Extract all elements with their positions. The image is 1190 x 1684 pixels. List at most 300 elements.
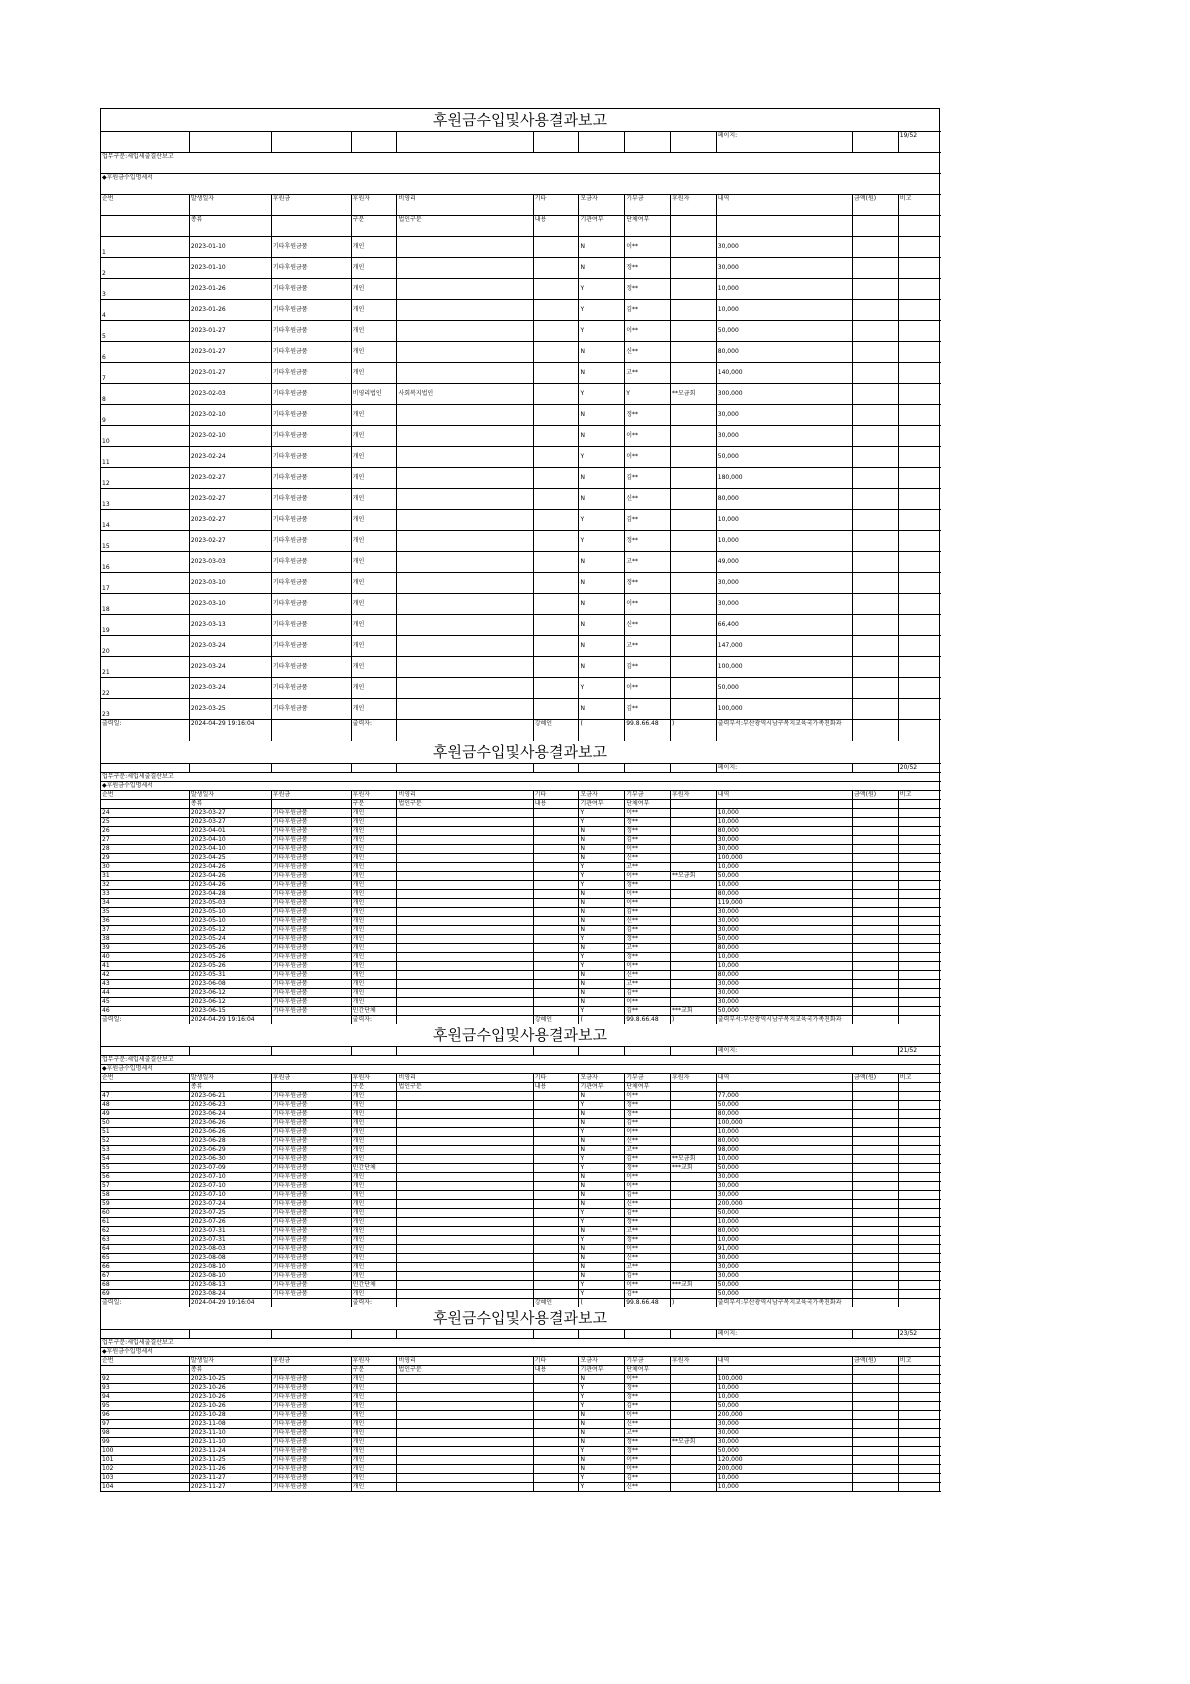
table-row-cell (671, 237, 717, 258)
table-row (101, 300, 941, 321)
table-row-cell: 정** (625, 279, 671, 300)
table-row-cell: 개인 (351, 1226, 397, 1235)
table-row-cell: 기타후원금품 (271, 237, 351, 258)
table-row-cell (898, 1262, 941, 1271)
table-header-row-cell: 비영리 (397, 1073, 533, 1082)
table-row-cell (397, 531, 533, 552)
table-row-cell (898, 1006, 941, 1015)
table-row-cell (898, 1473, 941, 1482)
table-header-row-cell: 비영리 (397, 1356, 533, 1365)
table-row-cell: 2023-06-29 (189, 1145, 271, 1154)
table-row-cell (671, 835, 717, 844)
section-heading-cell (533, 1347, 579, 1356)
table-row-cell: 2023-11-10 (189, 1437, 271, 1446)
table-row (101, 844, 941, 853)
print-footer-row-cell (853, 1015, 899, 1024)
table-header-row-cell: 비고 (898, 1356, 941, 1365)
table-row-cell: 4 (101, 300, 189, 321)
section-heading-cell (898, 781, 941, 790)
table-row-cell (533, 1136, 579, 1145)
table-row-cell: Y (579, 880, 625, 889)
table-header-subrow (101, 1082, 941, 1091)
table-row-cell: 2023-10-26 (189, 1401, 271, 1410)
table-row-cell: N (579, 363, 625, 384)
table-row-cell: 민간단체 (351, 1163, 397, 1172)
table-row-cell: 개인 (351, 808, 397, 817)
page-number: 23/52 (898, 1329, 941, 1338)
table-header-subrow-cell: 내용 (533, 799, 579, 808)
section-business-type-cell (579, 1055, 625, 1064)
table-row (101, 1172, 941, 1181)
table-row-cell (397, 1226, 533, 1235)
table-row-cell (397, 1464, 533, 1473)
table-header-row-cell: 기타 (533, 1356, 579, 1365)
table-row-cell: 기타후원금품 (271, 1473, 351, 1482)
table-row-cell: 44 (101, 988, 189, 997)
table-row-cell: 개인 (351, 1208, 397, 1217)
table-row-cell: 50 (101, 1118, 189, 1127)
section-business-type-cell (351, 772, 397, 781)
table-row-cell: 2023-08-10 (189, 1271, 271, 1280)
table-row (101, 1100, 941, 1109)
table-row-cell: Y (579, 447, 625, 468)
table-row-cell: 기타후원금품 (271, 300, 351, 321)
table-row-cell: 신** (625, 1482, 671, 1491)
table-row-cell: 30,000 (716, 988, 852, 997)
table-header-subrow-cell: 구분 (351, 1365, 397, 1374)
table-row-cell (898, 300, 941, 321)
table-row-cell: 기타후원금품 (271, 925, 351, 934)
table-row-cell: 52 (101, 1136, 189, 1145)
table-row-cell: 30,000 (716, 916, 852, 925)
table-row-cell: N (579, 988, 625, 997)
table-row-cell (898, 615, 941, 636)
table-row-cell (397, 1244, 533, 1253)
section-heading-cell (397, 781, 533, 790)
table-row-cell: 정** (625, 1163, 671, 1172)
table-row-cell: 2023-03-27 (189, 808, 271, 817)
section-heading-cell (533, 781, 579, 790)
page-info-row (101, 1046, 941, 1055)
table-row-cell: 신** (625, 1419, 671, 1428)
table-row-cell: 기타후원금품 (271, 384, 351, 405)
table-row-cell: N (579, 405, 625, 426)
table-row-cell: 김** (625, 1208, 671, 1217)
section-heading-cell (671, 1347, 717, 1356)
section-heading (101, 174, 941, 195)
table-row-cell (533, 1199, 579, 1208)
print-footer-row-cell: ) (671, 1015, 717, 1024)
table-row-cell: 김** (625, 510, 671, 531)
table-row-cell: 이** (625, 1374, 671, 1383)
table-row-cell (853, 1455, 899, 1464)
table-row-cell: N (579, 552, 625, 573)
table-row-cell: 정** (625, 952, 671, 961)
table-row-cell: 정** (625, 1446, 671, 1455)
table-row-cell: 28 (101, 844, 189, 853)
page-info-row-cell (397, 132, 533, 153)
table-row-cell (898, 988, 941, 997)
table-row-cell: Y (579, 321, 625, 342)
table-row-cell: 이** (625, 1181, 671, 1190)
table-row-cell: 11 (101, 447, 189, 468)
table-row-cell (671, 1392, 717, 1401)
section-business-type-cell (579, 1338, 625, 1347)
table-row-cell: 2023-06-23 (189, 1100, 271, 1109)
section-heading (101, 1064, 941, 1073)
table-row-cell (533, 970, 579, 979)
table-row-cell: N (579, 1455, 625, 1464)
section-business-type-cell (853, 1055, 899, 1064)
page-info-row-cell (271, 1329, 351, 1338)
table-row-cell (533, 907, 579, 916)
table-row-cell (853, 988, 899, 997)
table-row-cell: 기타후원금품 (271, 1262, 351, 1271)
table-row-cell: Y (579, 1154, 625, 1163)
table-row-cell: N (579, 1437, 625, 1446)
table-row-cell: 30,000 (716, 835, 852, 844)
table-row-cell: 92 (101, 1374, 189, 1383)
table-row-cell: **모금회 (671, 871, 717, 880)
table-row-cell: 2023-04-26 (189, 871, 271, 880)
donation-table (101, 763, 941, 1024)
table-row-cell: 기타후원금품 (271, 1280, 351, 1289)
table-row-cell: 개인 (351, 1100, 397, 1109)
table-header-subrow-cell: 내용 (533, 216, 579, 237)
section-business-type-cell (716, 1338, 852, 1347)
table-row-cell (533, 594, 579, 615)
section-business-type-cell (898, 1055, 941, 1064)
page-info-row (101, 763, 941, 772)
table-row-cell: 고** (625, 1428, 671, 1437)
table-row-cell: N (579, 907, 625, 916)
table-row-cell: 200,000 (716, 1199, 852, 1208)
table-row-cell (898, 817, 941, 826)
table-row-cell: 10,000 (716, 1482, 852, 1491)
table-header-row-cell: 모금자 (579, 790, 625, 799)
table-row-cell: 48 (101, 1100, 189, 1109)
table-row-cell: 58 (101, 1190, 189, 1199)
table-row-cell: 정** (625, 531, 671, 552)
table-row-cell: 80,000 (716, 342, 852, 363)
table-row-cell (533, 1172, 579, 1181)
table-row-cell: 기타후원금품 (271, 1226, 351, 1235)
section-heading-cell (351, 1347, 397, 1356)
table-header-row-cell: 후원금 (271, 1073, 351, 1082)
table-row-cell: 50,000 (716, 871, 852, 880)
table-row-cell: 41 (101, 961, 189, 970)
section-heading-cell (579, 781, 625, 790)
section-business-type-cell (397, 153, 533, 174)
table-row-cell (671, 594, 717, 615)
table-row-cell: 이** (625, 997, 671, 1006)
table-row-cell: 개인 (351, 468, 397, 489)
table-header-subrow-cell (853, 1365, 899, 1374)
table-row-cell (671, 943, 717, 952)
section-heading-cell (625, 1347, 671, 1356)
table-row-cell: 개인 (351, 489, 397, 510)
table-row-cell (853, 1262, 899, 1271)
table-row-cell: 정** (625, 826, 671, 835)
table-row-cell: 3 (101, 279, 189, 300)
table-header-subrow-cell: 법인구분 (397, 799, 533, 808)
table-header-row-cell: 후원자 (351, 790, 397, 799)
table-row-cell (853, 853, 899, 862)
table-row-cell: 42 (101, 970, 189, 979)
table-header-subrow-cell (101, 216, 189, 237)
table-header-subrow-cell (853, 216, 899, 237)
table-row-cell: 50,000 (716, 678, 852, 699)
table-row-cell (898, 1455, 941, 1464)
table-row-cell (397, 970, 533, 979)
table-row-cell: 21 (101, 657, 189, 678)
report-title: 후원금수입및사용결과보고 (433, 1308, 607, 1327)
print-footer-row-cell: 강혜인 (533, 720, 579, 741)
table-row-cell (853, 1280, 899, 1289)
table-row-cell: 2023-05-03 (189, 898, 271, 907)
table-row-cell (533, 808, 579, 817)
table-row-cell (853, 997, 899, 1006)
table-row-cell: 기타후원금품 (271, 1253, 351, 1262)
table-row-cell: N (579, 1419, 625, 1428)
table-row-cell: 2023-10-26 (189, 1383, 271, 1392)
table-row-cell: 2023-01-27 (189, 342, 271, 363)
section-business-type-cell (533, 1055, 579, 1064)
table-row-cell (533, 1253, 579, 1262)
table-row-cell (397, 300, 533, 321)
table-row-cell (898, 468, 941, 489)
table-row-cell: 개인 (351, 1091, 397, 1100)
table-row-cell: 기타후원금품 (271, 1410, 351, 1419)
table-row-cell: 이** (625, 898, 671, 907)
table-row-cell: 30,000 (716, 1181, 852, 1190)
table-header-row (101, 1073, 941, 1082)
table-row-cell: 56 (101, 1172, 189, 1181)
table-row (101, 943, 941, 952)
table-row-cell: 2023-03-24 (189, 678, 271, 699)
table-row-cell (533, 934, 579, 943)
table-row-cell (671, 1109, 717, 1118)
section-business-type-cell (533, 153, 579, 174)
page-label: 페이지: (716, 1046, 852, 1055)
table-row-cell (397, 1271, 533, 1280)
table-row-cell (898, 657, 941, 678)
table-row-cell (397, 1235, 533, 1244)
table-row-cell (397, 1437, 533, 1446)
table-row-cell: 2023-05-12 (189, 925, 271, 934)
section-heading-cell (351, 781, 397, 790)
table-row-cell: 정** (625, 405, 671, 426)
table-row-cell: 98 (101, 1428, 189, 1437)
table-row (101, 1464, 941, 1473)
table-row-cell: N (579, 844, 625, 853)
table-row-cell: 2023-11-10 (189, 1428, 271, 1437)
table-row (101, 615, 941, 636)
table-row-cell (671, 1181, 717, 1190)
table-row-cell (671, 1271, 717, 1280)
table-row-cell (853, 1473, 899, 1482)
table-row-cell (898, 1482, 941, 1491)
table-row-cell: 200,000 (716, 1410, 852, 1419)
section-business-type-cell (397, 1055, 533, 1064)
table-row-cell: Y (579, 384, 625, 405)
print-footer-row-cell: 2024-04-29 19:16:04 (189, 720, 271, 741)
section-business-type-cell (271, 153, 351, 174)
table-row-cell: 30,000 (716, 1172, 852, 1181)
section-business-type-cell (579, 772, 625, 781)
table-row-cell: 개인 (351, 237, 397, 258)
section-heading-cell (271, 781, 351, 790)
table-row-cell (533, 447, 579, 468)
table-row-cell (853, 1271, 899, 1280)
table-row-cell: 개인 (351, 258, 397, 279)
table-header-row-cell: 순번 (101, 790, 189, 799)
table-row-cell: 개인 (351, 1190, 397, 1199)
table-row-cell (533, 1145, 579, 1154)
table-row-cell: 2023-04-28 (189, 889, 271, 898)
table-row-cell: 기타후원금품 (271, 510, 351, 531)
table-row-cell (671, 531, 717, 552)
table-row-cell (397, 808, 533, 817)
table-header-subrow-cell (716, 799, 852, 808)
table-row-cell: 10,000 (716, 279, 852, 300)
table-header-subrow-cell (716, 1082, 852, 1091)
table-row-cell: 개인 (351, 363, 397, 384)
table-row-cell: 30,000 (716, 844, 852, 853)
table-row-cell (898, 447, 941, 468)
table-row-cell: 개인 (351, 699, 397, 720)
table-row (101, 1217, 941, 1226)
table-row-cell: 신** (625, 615, 671, 636)
table-row-cell (533, 862, 579, 871)
table-row-cell (853, 1136, 899, 1145)
print-footer-row-cell (397, 720, 533, 741)
table-row (101, 925, 941, 934)
table-row-cell: N (579, 426, 625, 447)
table-row-cell: N (579, 573, 625, 594)
table-row-cell: 민간단체 (351, 1006, 397, 1015)
table-row-cell (898, 699, 941, 720)
page-info-row-cell (271, 1046, 351, 1055)
table-row-cell (671, 1091, 717, 1100)
table-row (101, 1091, 941, 1100)
table-row-cell: 개인 (351, 943, 397, 952)
table-row-cell: 개인 (351, 1109, 397, 1118)
table-row-cell: 49 (101, 1109, 189, 1118)
section-business-type-cell (625, 1055, 671, 1064)
table-row-cell (533, 961, 579, 970)
table-row-cell: 2023-06-24 (189, 1109, 271, 1118)
table-row-cell: 2023-07-31 (189, 1226, 271, 1235)
table-row-cell: 이** (625, 1410, 671, 1419)
table-row-cell (533, 1127, 579, 1136)
table-row-cell (853, 880, 899, 889)
table-row-cell (853, 1419, 899, 1428)
table-row-cell (671, 552, 717, 573)
table-row-cell: 이** (625, 871, 671, 880)
table-header-row-cell: 순번 (101, 195, 189, 216)
table-row-cell (533, 1280, 579, 1289)
table-row-cell (533, 1464, 579, 1473)
table-row-cell (533, 237, 579, 258)
table-row (101, 1235, 941, 1244)
report-page (100, 108, 940, 741)
table-row (101, 363, 941, 384)
table-row-cell (898, 1190, 941, 1199)
print-footer-row-cell: 출력일: (101, 1298, 189, 1307)
table-row (101, 573, 941, 594)
table-row-cell: N (579, 1199, 625, 1208)
section-business-type-cell (351, 1055, 397, 1064)
table-row-cell (898, 961, 941, 970)
table-row-cell: N (579, 615, 625, 636)
table-row-cell: 80,000 (716, 1226, 852, 1235)
table-row-cell (671, 853, 717, 862)
table-row-cell (898, 1374, 941, 1383)
table-row-cell (898, 916, 941, 925)
table-row-cell: N (579, 342, 625, 363)
table-row-cell (671, 405, 717, 426)
page-info-row-cell (397, 1046, 533, 1055)
table-row-cell: 기타후원금품 (271, 552, 351, 573)
table-row-cell (898, 1145, 941, 1154)
table-row-cell: 이** (625, 447, 671, 468)
table-row-cell (898, 1127, 941, 1136)
table-row-cell (397, 636, 533, 657)
table-row (101, 1118, 941, 1127)
table-header-subrow-cell (671, 1365, 717, 1374)
table-row-cell: 53 (101, 1145, 189, 1154)
table-row-cell (533, 426, 579, 447)
table-header-subrow (101, 799, 941, 808)
table-row-cell (898, 489, 941, 510)
table-row-cell (898, 552, 941, 573)
table-row-cell: 10,000 (716, 1217, 852, 1226)
section-business-type-text: 업무구분:세입세출결산보고 (101, 772, 271, 781)
table-row-cell: Y (579, 1392, 625, 1401)
page-number: 21/52 (898, 1046, 941, 1055)
table-row-cell (671, 615, 717, 636)
table-row-cell (397, 1383, 533, 1392)
table-row-cell (898, 862, 941, 871)
table-row-cell: 102 (101, 1464, 189, 1473)
table-row-cell: 정** (625, 258, 671, 279)
table-row (101, 384, 941, 405)
table-row-cell: 개인 (351, 1482, 397, 1491)
table-row-cell (533, 943, 579, 952)
table-row-cell: Y (625, 384, 671, 405)
table-row (101, 657, 941, 678)
table-row-cell (397, 1289, 533, 1298)
table-row-cell (898, 1410, 941, 1419)
table-row-cell: 16 (101, 552, 189, 573)
table-row-cell: 기타후원금품 (271, 1392, 351, 1401)
table-header-subrow-cell: 법인구분 (397, 216, 533, 237)
table-row-cell (533, 615, 579, 636)
table-row-cell: 정** (625, 934, 671, 943)
table-row-cell: 2023-03-10 (189, 573, 271, 594)
table-row-cell: 50,000 (716, 934, 852, 943)
table-row-cell: 2023-07-10 (189, 1172, 271, 1181)
table-row-cell: 2023-06-30 (189, 1154, 271, 1163)
table-row-cell (397, 826, 533, 835)
table-row-cell (533, 817, 579, 826)
table-row-cell: 개인 (351, 1271, 397, 1280)
table-row-cell: **모금회 (671, 1437, 717, 1446)
table-row-cell: 47 (101, 1091, 189, 1100)
table-header-row-cell: 후원자 (671, 1356, 717, 1365)
table-row-cell (898, 925, 941, 934)
